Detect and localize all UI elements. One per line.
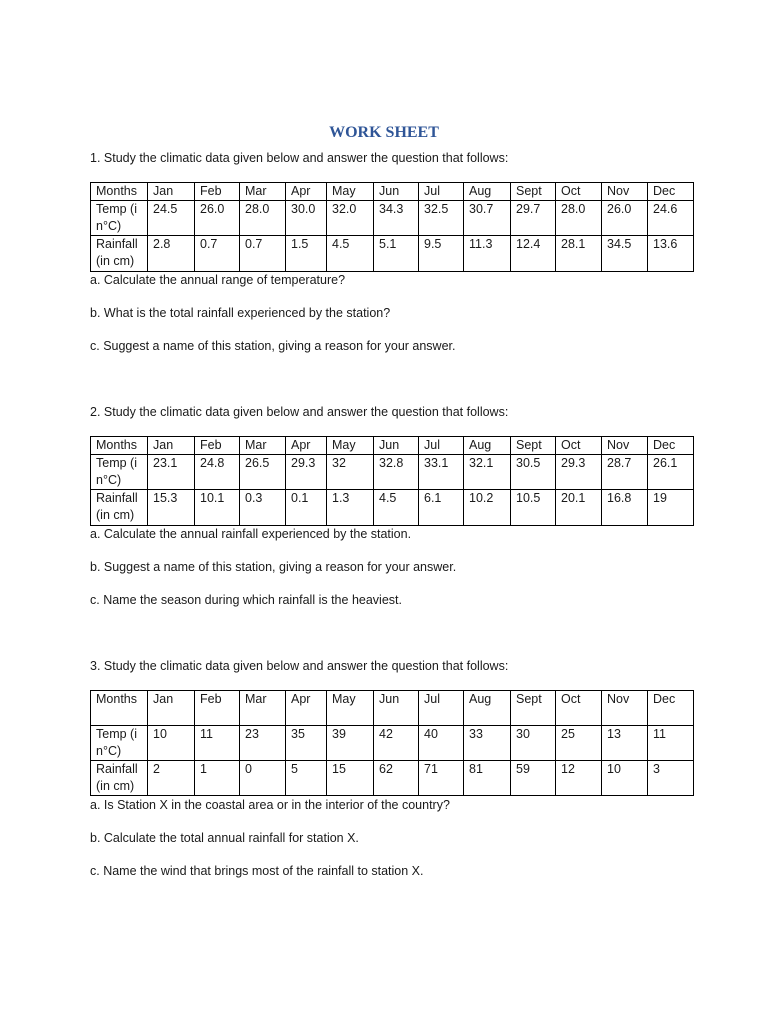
rainfall-cell: 5 [286, 761, 327, 796]
month-cell: Aug [464, 437, 511, 455]
rainfall-cell: 0 [240, 761, 286, 796]
month-cell: Oct [556, 437, 602, 455]
temperature-cell: 26.0 [195, 201, 240, 236]
rainfall-header-cell: Rainfall (in cm) [91, 236, 148, 272]
month-cell: Feb [195, 437, 240, 455]
table-row [91, 201, 694, 236]
rainfall-cell: 0.7 [195, 236, 240, 272]
months-header-cell: Months [91, 437, 148, 455]
temperature-cell: 32.5 [419, 201, 464, 236]
temperature-cell: 34.3 [374, 201, 419, 236]
rainfall-header-cell: Rainfall (in cm) [91, 490, 148, 526]
rainfall-cell: 1 [195, 761, 240, 796]
table-row [91, 236, 694, 272]
month-cell: May [327, 183, 374, 201]
month-cell: Jul [419, 183, 464, 201]
table-row [91, 437, 694, 455]
rainfall-cell: 28.1 [556, 236, 602, 272]
question-1a: a. Calculate the annual range of temperature? [90, 273, 346, 287]
rainfall-cell: 5.1 [374, 236, 419, 272]
rainfall-cell: 10 [602, 761, 648, 796]
temperature-cell: 32.0 [327, 201, 374, 236]
temperature-cell: 32.8 [374, 455, 419, 490]
rainfall-cell: 71 [419, 761, 464, 796]
climate-table-1 [90, 182, 694, 272]
rainfall-cell: 16.8 [602, 490, 648, 526]
month-cell: Sept [511, 437, 556, 455]
month-cell: Jan [148, 691, 195, 726]
month-cell: Jun [374, 691, 419, 726]
rainfall-cell: 10.1 [195, 490, 240, 526]
table-row [91, 726, 694, 761]
rainfall-cell: 59 [511, 761, 556, 796]
months-header-cell: Months [91, 183, 148, 201]
month-cell: Jun [374, 183, 419, 201]
month-cell: Sept [511, 183, 556, 201]
rainfall-cell: 2.8 [148, 236, 195, 272]
temperature-cell: 25 [556, 726, 602, 761]
question-2: 2. Study the climatic data given below and answer the question that follows: [90, 405, 509, 419]
month-cell: Apr [286, 437, 327, 455]
month-cell: Mar [240, 437, 286, 455]
rainfall-cell: 0.1 [286, 490, 327, 526]
month-cell: Jun [374, 437, 419, 455]
temperature-cell: 24.8 [195, 455, 240, 490]
month-cell: Feb [195, 691, 240, 726]
temperature-cell: 13 [602, 726, 648, 761]
month-cell: Oct [556, 691, 602, 726]
temperature-cell: 28.0 [240, 201, 286, 236]
rainfall-cell: 10.2 [464, 490, 511, 526]
temperature-cell: 28.0 [556, 201, 602, 236]
temperature-cell: 39 [327, 726, 374, 761]
month-cell: Dec [648, 183, 694, 201]
question-3a: a. Is Station X in the coastal area or in the interior of the country? [90, 798, 450, 812]
month-cell: Aug [464, 183, 511, 201]
month-cell: Dec [648, 437, 694, 455]
temperature-cell: 24.6 [648, 201, 694, 236]
question-3c: c. Name the wind that brings most of the rainfall to station X. [90, 864, 424, 878]
temperature-cell: 24.5 [148, 201, 195, 236]
month-cell: Mar [240, 691, 286, 726]
question-1c: c. Suggest a name of this station, giving a reason for your answer. [90, 339, 456, 353]
temperature-cell: 32 [327, 455, 374, 490]
rainfall-cell: 6.1 [419, 490, 464, 526]
climate-table-3 [90, 690, 694, 796]
rainfall-cell: 0.7 [240, 236, 286, 272]
temperature-cell: 23 [240, 726, 286, 761]
month-cell: Jan [148, 437, 195, 455]
rainfall-cell: 20.1 [556, 490, 602, 526]
temperature-cell: 30.0 [286, 201, 327, 236]
rainfall-cell: 9.5 [419, 236, 464, 272]
rainfall-cell: 4.5 [374, 490, 419, 526]
rainfall-cell: 34.5 [602, 236, 648, 272]
rainfall-cell: 81 [464, 761, 511, 796]
temperature-cell: 32.1 [464, 455, 511, 490]
question-2c: c. Name the season during which rainfall is the heaviest. [90, 593, 402, 607]
worksheet-title: WORK SHEET [329, 124, 439, 141]
temperature-cell: 29.7 [511, 201, 556, 236]
rainfall-cell: 15.3 [148, 490, 195, 526]
temperature-cell: 26.0 [602, 201, 648, 236]
rainfall-cell: 3 [648, 761, 694, 796]
temperature-cell: 11 [648, 726, 694, 761]
temperature-cell: 11 [195, 726, 240, 761]
rainfall-cell: 12.4 [511, 236, 556, 272]
month-cell: Apr [286, 183, 327, 201]
question-3: 3. Study the climatic data given below and answer the question that follows: [90, 659, 509, 673]
table-row [91, 691, 694, 726]
rainfall-cell: 0.3 [240, 490, 286, 526]
month-cell: Jul [419, 437, 464, 455]
months-header-cell: Months [91, 691, 148, 726]
rainfall-cell: 1.3 [327, 490, 374, 526]
rainfall-cell: 2 [148, 761, 195, 796]
temperature-cell: 33.1 [419, 455, 464, 490]
rainfall-cell: 12 [556, 761, 602, 796]
temperature-cell: 10 [148, 726, 195, 761]
temperature-cell: 30.7 [464, 201, 511, 236]
temperature-cell: 42 [374, 726, 419, 761]
table-row [91, 183, 694, 201]
month-cell: Aug [464, 691, 511, 726]
rainfall-cell: 62 [374, 761, 419, 796]
month-cell: Jan [148, 183, 195, 201]
temperature-cell: 26.1 [648, 455, 694, 490]
temperature-cell: 30.5 [511, 455, 556, 490]
temperature-cell: 29.3 [286, 455, 327, 490]
temperature-cell: 26.5 [240, 455, 286, 490]
rainfall-cell: 1.5 [286, 236, 327, 272]
temperature-header-cell: Temp (in°C) [91, 455, 148, 490]
rainfall-cell: 15 [327, 761, 374, 796]
table-row [91, 490, 694, 526]
rainfall-header-cell: Rainfall (in cm) [91, 761, 148, 796]
temperature-header-cell: Temp (in°C) [91, 726, 148, 761]
question-2b: b. Suggest a name of this station, giving a reason for your answer. [90, 560, 457, 574]
month-cell: Oct [556, 183, 602, 201]
temperature-cell: 35 [286, 726, 327, 761]
month-cell: Sept [511, 691, 556, 726]
rainfall-cell: 13.6 [648, 236, 694, 272]
temperature-cell: 23.1 [148, 455, 195, 490]
temperature-cell: 30 [511, 726, 556, 761]
month-cell: Jul [419, 691, 464, 726]
temperature-header-cell: Temp (in°C) [91, 201, 148, 236]
month-cell: Feb [195, 183, 240, 201]
question-2a: a. Calculate the annual rainfall experienced by the station. [90, 527, 412, 541]
rainfall-cell: 10.5 [511, 490, 556, 526]
month-cell: Dec [648, 691, 694, 726]
month-cell: Mar [240, 183, 286, 201]
climate-table-2 [90, 436, 694, 526]
table-row [91, 761, 694, 796]
rainfall-cell: 19 [648, 490, 694, 526]
temperature-cell: 28.7 [602, 455, 648, 490]
rainfall-cell: 11.3 [464, 236, 511, 272]
month-cell: May [327, 437, 374, 455]
month-cell: Nov [602, 691, 648, 726]
temperature-cell: 40 [419, 726, 464, 761]
month-cell: May [327, 691, 374, 726]
question-1b: b. What is the total rainfall experienced by the station? [90, 306, 391, 320]
month-cell: Nov [602, 437, 648, 455]
temperature-cell: 33 [464, 726, 511, 761]
question-1: 1. Study the climatic data given below and answer the question that follows: [90, 151, 509, 165]
table-row [91, 455, 694, 490]
month-cell: Apr [286, 691, 327, 726]
temperature-cell: 29.3 [556, 455, 602, 490]
rainfall-cell: 4.5 [327, 236, 374, 272]
month-cell: Nov [602, 183, 648, 201]
question-3b: b. Calculate the total annual rainfall for station X. [90, 831, 359, 845]
